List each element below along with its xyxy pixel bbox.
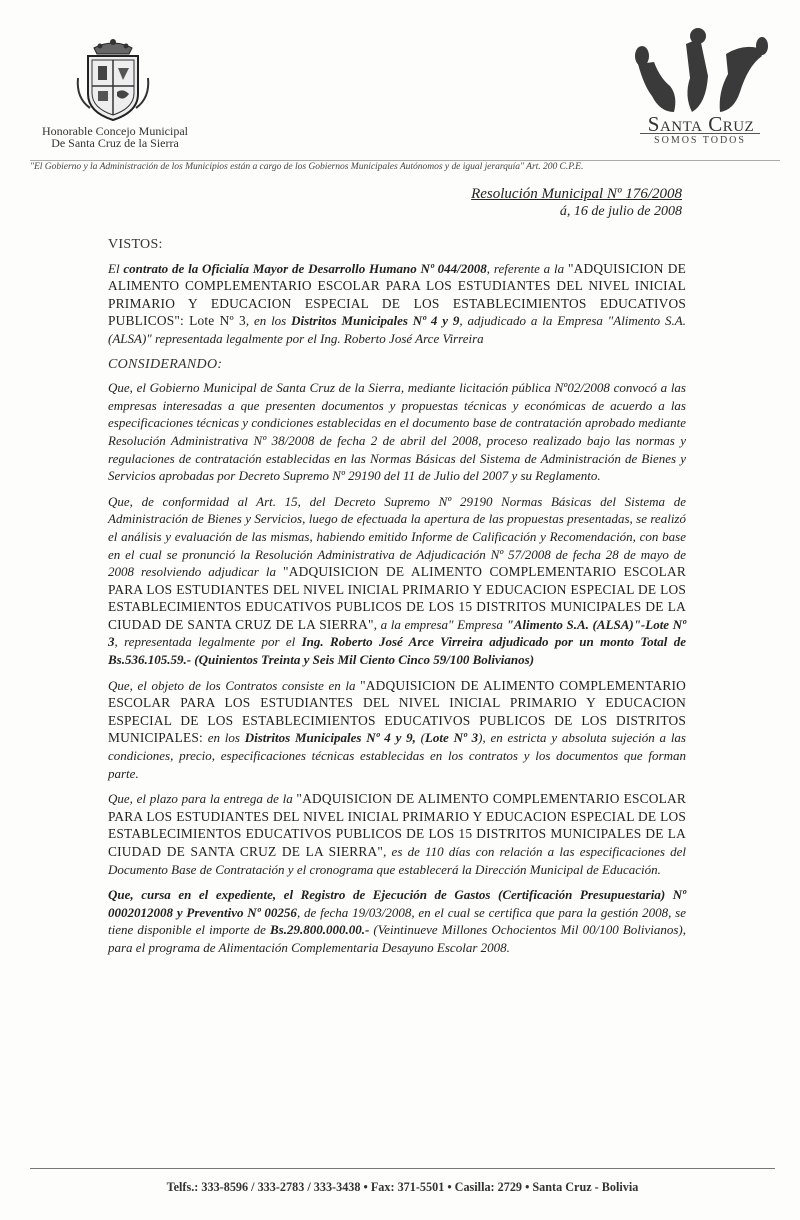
wordmark-ruz: RUZ [722, 119, 755, 135]
vistos-districts: Distritos Municipales Nº 4 y 9 [291, 313, 460, 329]
vistos-paragraph [108, 260, 686, 348]
vistos-text-3: , en los [245, 313, 292, 329]
p3-text-2: en los [202, 730, 245, 746]
coat-of-arms-icon [74, 38, 152, 122]
p3-text-4: ), en estricta y absoluta sujeción a las condiciones, precio, especificaciones técnicas establecidas en los contratos y los documentos que forman parte. [108, 730, 686, 781]
p5-text-1: , de fecha 19/03/2008, en el cual se certifica que para la gestión 2008, se tiene disponible el importe de [108, 904, 687, 938]
p5-amount: Bs.29.800.000.00.- [270, 922, 370, 938]
santa-cruz-tagline: SOMOS TODOS [640, 133, 760, 146]
vistos-text-2: , referente a la [486, 260, 568, 276]
considerando-paragraph-5 [108, 886, 686, 956]
vistos-contract: contrato de la Oficialía Mayor de Desarrollo Humano Nº 044/2008 [123, 260, 487, 276]
considerando-paragraph-3 [108, 677, 686, 783]
council-line-2: De Santa Cruz de la Sierra [51, 136, 179, 150]
p4-text-2: , es de 110 días con relación a las especificaciones del Documento Base de Contratación y el cronograma que establecerá la Dirección Municipal de Educación. [108, 844, 686, 877]
p4-text-1: Que, el plazo para la entrega de la [108, 791, 297, 807]
council-name [20, 125, 210, 149]
p2-text-1: Que, de conformidad al Art. 15, del Decreto Supremo Nº 29190 Normas Básicas del Sistema de Administración de Bienes y Servicios, luego de efectuada la apertura de las propuestas presentadas, se realizó el análisis y evaluación de las mismas, habiendo emitido Informe de Calificación y Recomendación, con base en el cual se pronunció la Resolución Administrativa de Adjudicación Nº 57/2008 de fecha 28 de mayo de 2008 resolviendo adjudicar la [108, 493, 686, 580]
santa-cruz-logo-icon [630, 26, 770, 118]
p3-text-3: ( [415, 730, 425, 746]
p4-caps-title: "ADQUISICION DE ALIMENTO COMPLEMENTARIO ESCOLAR PARA LOS ESTUDIANTES DEL NIVEL INICIAL PRIMARIO Y EDUCACION ESPECIAL DE LOS ESTABLECIMIENTOS EDUCATIVOS PUBLICOS DE LOS 15 DISTRITOS MUNICIPALES DE LA CIUDAD DE SANTA CRUZ DE LA SIERRA" [108, 791, 686, 859]
p2-text-2: , a la empresa" Empresa [373, 616, 507, 632]
vistos-caps-title: "ADQUISICION DE ALIMENTO COMPLEMENTARIO ESCOLAR PARA LOS ESTUDIANTES DEL NIVEL INICIAL PRIMARIO Y EDUCACION ESPECIAL DE LOS ESTABLECIMIENTOS EDUCATIVOS PUBLICOS": Lote Nº 3 [108, 260, 686, 329]
wordmark-c: C [708, 112, 723, 136]
p3-districts: Distritos Municipales Nº 4 y 9, [244, 730, 416, 746]
vistos-text-1: El [108, 260, 124, 276]
p5-registry: Que, cursa en el expediente, el Registro de Ejecución de Gastos (Certificación Presupuestaria) Nº 0002012008 y Preventivo Nº 00256 [108, 887, 686, 920]
p5-text-3: , para el programa de Alimentación Complementaria Desayuno Escolar 2008. [108, 922, 686, 955]
p5-amount-words: (Veintinueve Millones Ochocientos Mil 00/100 Bolivianos) [369, 922, 683, 938]
footer-divider [30, 1168, 775, 1169]
vistos-text-4: , adjudicado a la Empresa "Alimento S.A. (ALSA)" representada legalmente por el Ing. Roberto José Arce Virreira [108, 313, 686, 346]
resolution-title: Resolución Municipal Nº 176/2008 [471, 186, 682, 202]
considerando-heading: CONSIDERANDO: [108, 356, 223, 372]
vistos-heading: VISTOS: [108, 237, 163, 252]
council-line-1: Honorable Concejo Municipal [42, 124, 188, 138]
p2-company: "Alimento S.A. (ALSA)"-Lote Nº 3 [108, 616, 687, 650]
footer-contact: Telfs.: 333-8596 / 333-2783 / 333-3438 • Fax: 371-5501 • Casilla: 2729 • Santa Cruz - Bolivia [166, 1180, 639, 1194]
p3-caps-title: "ADQUISICION DE ALIMENTO COMPLEMENTARIO ESCOLAR PARA LOS ESTUDIANTES DEL NIVEL INICIAL PRIMARIO Y EDUCACION ESPECIAL DE LOS ESTABLECIMIENTOS EDUCATIVOS PUBLICOS DE LOS DISTRITOS MUNICIPALES: [108, 677, 686, 746]
constitution-quote: "El Gobierno y la Administración de los Municipios están a cargo de los Gobiernos Municipales Autónomos y de igual jerarquía" Art. 200 C.P.E. [30, 161, 584, 172]
wordmark-s: S [647, 112, 660, 136]
document-body [108, 236, 686, 965]
resolution-date: á, 16 de julio de 2008 [559, 204, 682, 219]
p2-caps-title: "ADQUISICION DE ALIMENTO COMPLEMENTARIO ESCOLAR PARA LOS ESTUDIANTES DEL NIVEL INICIAL PRIMARIO Y EDUCACION ESPECIAL DE LOS ESTABLECIMIENTOS EDUCATIVOS PUBLICOS DE LOS 15 DISTRITOS MUNICIPALES DE LA CIUDAD DE SANTA CRUZ DE LA SIERRA" [108, 564, 686, 632]
considerando-paragraph-4 [108, 790, 686, 878]
wordmark-anta: ANTA [659, 119, 703, 135]
p2-amount: Ing. Roberto José Arce Virreira adjudicado por un monto Total de Bs.536.105.59.- (Quinientos Treinta y Seis Mil Ciento Cinco 59/100 Bolivianos) [108, 634, 686, 668]
p3-lot: Lote Nº 3 [424, 730, 479, 746]
p2-text-3: , representada legalmente por el [114, 634, 302, 650]
p3-text-1: Que, el objeto de los Contratos consiste en la [108, 677, 361, 693]
considerando-paragraph-2 [108, 493, 686, 669]
considerando-paragraph-1: Que, el Gobierno Municipal de Santa Cruz de la Sierra, mediante licitación pública Nº02/2008 convocó a las empresas interesadas a que presenten documentos y propuestas técnicas y económicas de acuerdo a las especificaciones técnicas y condiciones establecidas en el documento base de contratación aprobado mediante Resolución Administrativa Nº 38/2008 de fecha 2 de abril del 2008, proceso realizado bajo las normas y regulaciones de contratación establecidas en las Normas Básicas del Sistema de Administración de Bienes y Servicios aprobadas por Decreto Supremo Nº 29190 del 11 de Julio del 2007 y su Reglamento. [108, 380, 686, 484]
